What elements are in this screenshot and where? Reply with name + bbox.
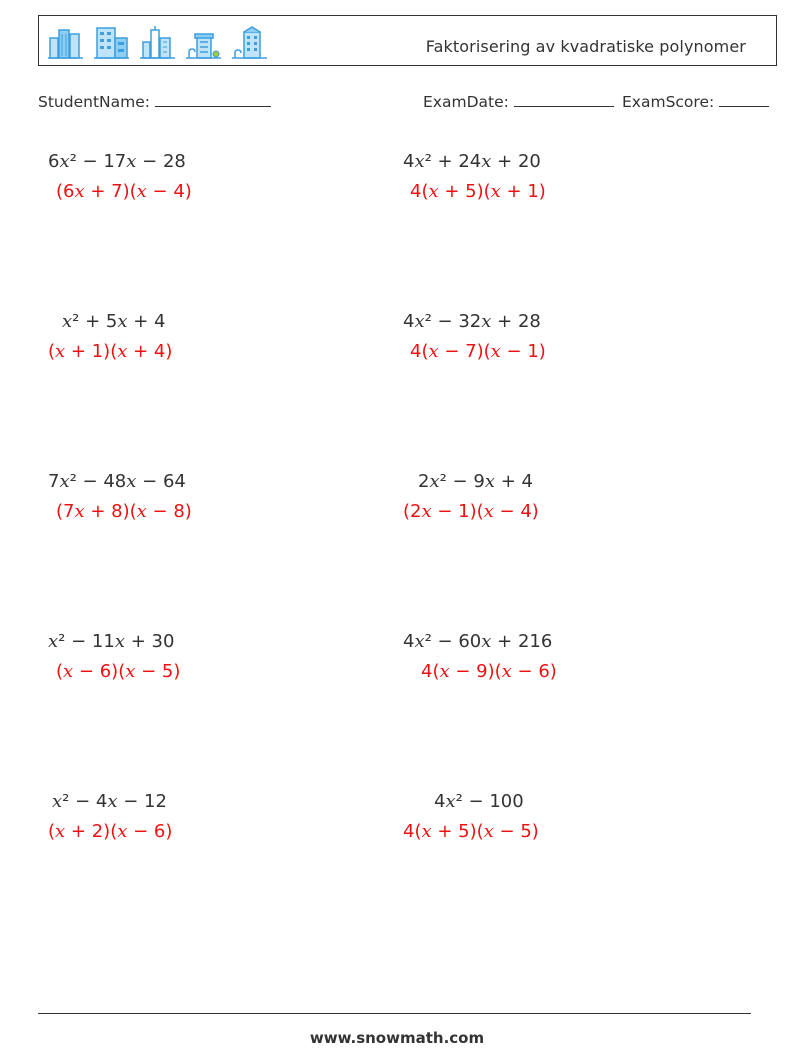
problem-6-answer: (2x − 1)(x − 4) <box>403 501 539 522</box>
tower-building-icon <box>231 24 269 62</box>
problem-4-answer: 4(x − 7)(x − 1) <box>410 341 546 362</box>
exam-date-blank[interactable] <box>514 94 614 107</box>
problem-9-expression: x² − 4x − 12 <box>52 791 167 812</box>
footer-url[interactable]: www.snowmath.com <box>309 1029 485 1047</box>
footer-divider <box>38 1013 751 1014</box>
exam-score-label: ExamScore: <box>622 93 715 111</box>
exam-score-field <box>622 93 769 111</box>
problem-4-expression: 4x² − 32x + 28 <box>403 311 541 332</box>
problem-10-answer: 4(x + 5)(x − 5) <box>403 821 539 842</box>
header-icons <box>47 24 269 62</box>
exam-date-label: ExamDate: <box>423 93 509 111</box>
problem-5-expression: 7x² − 48x − 64 <box>48 471 186 492</box>
problem-5-answer: (7x + 8)(x − 8) <box>56 501 192 522</box>
exam-date-field <box>423 93 614 111</box>
problem-2-expression: 4x² + 24x + 20 <box>403 151 541 172</box>
problem-3-expression: x² + 5x + 4 <box>62 311 166 332</box>
city-skyline-icon <box>139 24 177 62</box>
problem-1-answer: (6x + 7)(x − 4) <box>56 181 192 202</box>
problem-7-expression: x² − 11x + 30 <box>48 631 175 652</box>
student-name-field <box>38 93 271 111</box>
problem-8-expression: 4x² − 60x + 216 <box>403 631 553 652</box>
problem-10-expression: 4x² − 100 <box>434 791 524 812</box>
exam-score-blank[interactable] <box>719 94 769 107</box>
worksheet-title: Faktorisering av kvadratiske polynomer <box>425 37 746 56</box>
apartment-building-icon <box>93 24 131 62</box>
problem-8-answer: 4(x − 9)(x − 6) <box>421 661 557 682</box>
problem-6-expression: 2x² − 9x + 4 <box>418 471 533 492</box>
office-building-icon <box>47 24 85 62</box>
problem-2-answer: 4(x + 5)(x + 1) <box>410 181 546 202</box>
problem-7-answer: (x − 6)(x − 5) <box>56 661 181 682</box>
problem-1-expression: 6x² − 17x − 28 <box>48 151 186 172</box>
problem-3-answer: (x + 1)(x + 4) <box>48 341 173 362</box>
student-name-blank[interactable] <box>155 94 271 107</box>
town-house-icon <box>185 24 223 62</box>
problem-9-answer: (x + 2)(x − 6) <box>48 821 173 842</box>
worksheet-header <box>38 15 777 66</box>
student-name-label: StudentName: <box>38 93 150 111</box>
